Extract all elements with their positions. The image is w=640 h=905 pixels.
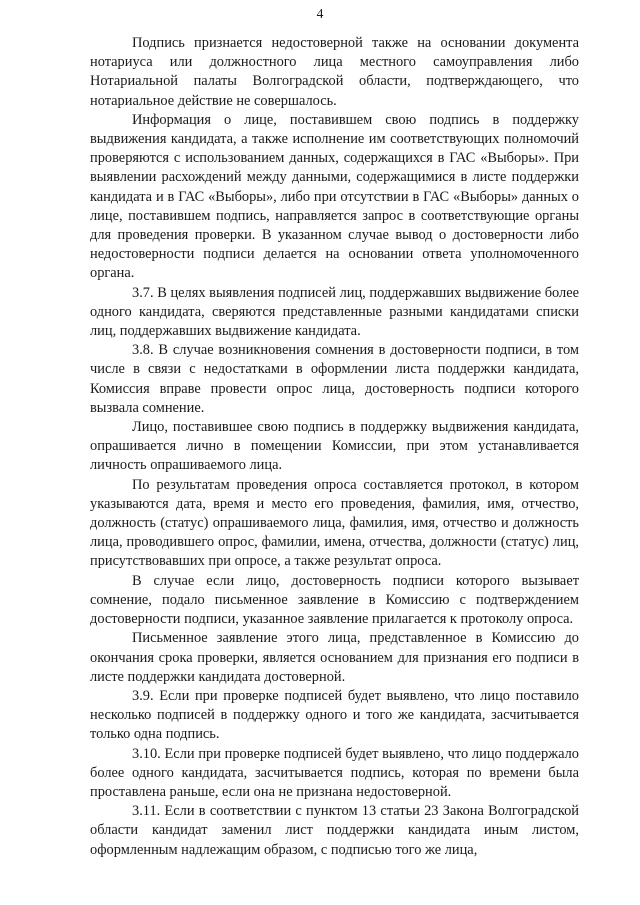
- paragraph: Лицо, поставившее свою подпись в поддержку выдвижения кандидата, опрашивается лично в помещении Комиссии, при этом устанавливается личность опрашиваемого лица.: [90, 419, 579, 474]
- page-number: 4: [316, 6, 324, 21]
- paragraph: В случае если лицо, достоверность подписи которого вызывает сомнение, подало письменное заявление в Комиссию с подтверждением достоверности подписи, указанное заявление прилагается к протоколу опроса.: [90, 572, 579, 628]
- paragraph: Информация о лице, поставившем свою подпись в поддержку выдвижения кандидата, а также исполнение им соответствующих полномочий проверяются с использованием данных, содержащихся в ГАС «Выборы». При выявлении расхождений между данными, содержащимися в листе поддержки кандидата и в ГАС «Выборы», либо при отсутствии в ГАС «Выборы» данных о лице, поставившем подпись, направляется запрос в соответствующие органы для проведения проверки. В указанном случае вывод о достоверности либо недостоверности подписи делается на основании ответа уполномоченного органа.: [90, 111, 579, 282]
- document-body: [90, 34, 579, 860]
- paragraph: Письменное заявление этого лица, представленное в Комиссию до окончания срока проверки, является основанием для признания его подписи в листе поддержки кандидата достоверной.: [90, 630, 579, 685]
- paragraph: 3.8. В случае возникновения сомнения в достоверности подписи, в том числе в связи с недостатками в оформлении листа поддержки кандидата, Комиссия вправе провести опрос лица, достоверность подписи которого вызвала сомнение.: [90, 342, 579, 416]
- paragraph: 3.10. Если при проверке подписей будет выявлено, что лицо поддержало более одного кандидата, засчитывается подпись, которая по времени была проставлена раньше, если она не признана недостоверной.: [90, 745, 579, 800]
- paragraph: 3.9. Если при проверке подписей будет выявлено, что лицо поставило несколько подписей в поддержку одного и того же кандидата, засчитывается только одна подпись.: [90, 687, 579, 743]
- paragraph: 3.7. В целях выявления подписей лиц, поддержавших выдвижение более одного кандидата, сверяются представленные разными кандидатами списки лиц, поддержавших выдвижение кандидата.: [90, 284, 579, 340]
- paragraph: 3.11. Если в соответствии с пунктом 13 статьи 23 Закона Волгоградской области кандидат заменил лист поддержки кандидата иным листом, оформленным надлежащим образом, с подписью того же лица,: [90, 803, 579, 858]
- paragraph: По результатам проведения опроса составляется протокол, в котором указываются дата, время и место его проведения, фамилия, имя, отчество, должность (статус) опрашиваемого лица, фамилия, имя, отчество и должность лица, проводившего опрос, фамилии, имена, отчества, должности (статус) лиц, присутствовавших при опросе, а также результат опроса.: [90, 476, 579, 570]
- paragraph: Подпись признается недостоверной также на основании документа нотариуса или должностного лица местного самоуправления либо Нотариальной палаты Волгоградской области, подтверждающего, что нотариальное действие не совершалось.: [90, 35, 579, 109]
